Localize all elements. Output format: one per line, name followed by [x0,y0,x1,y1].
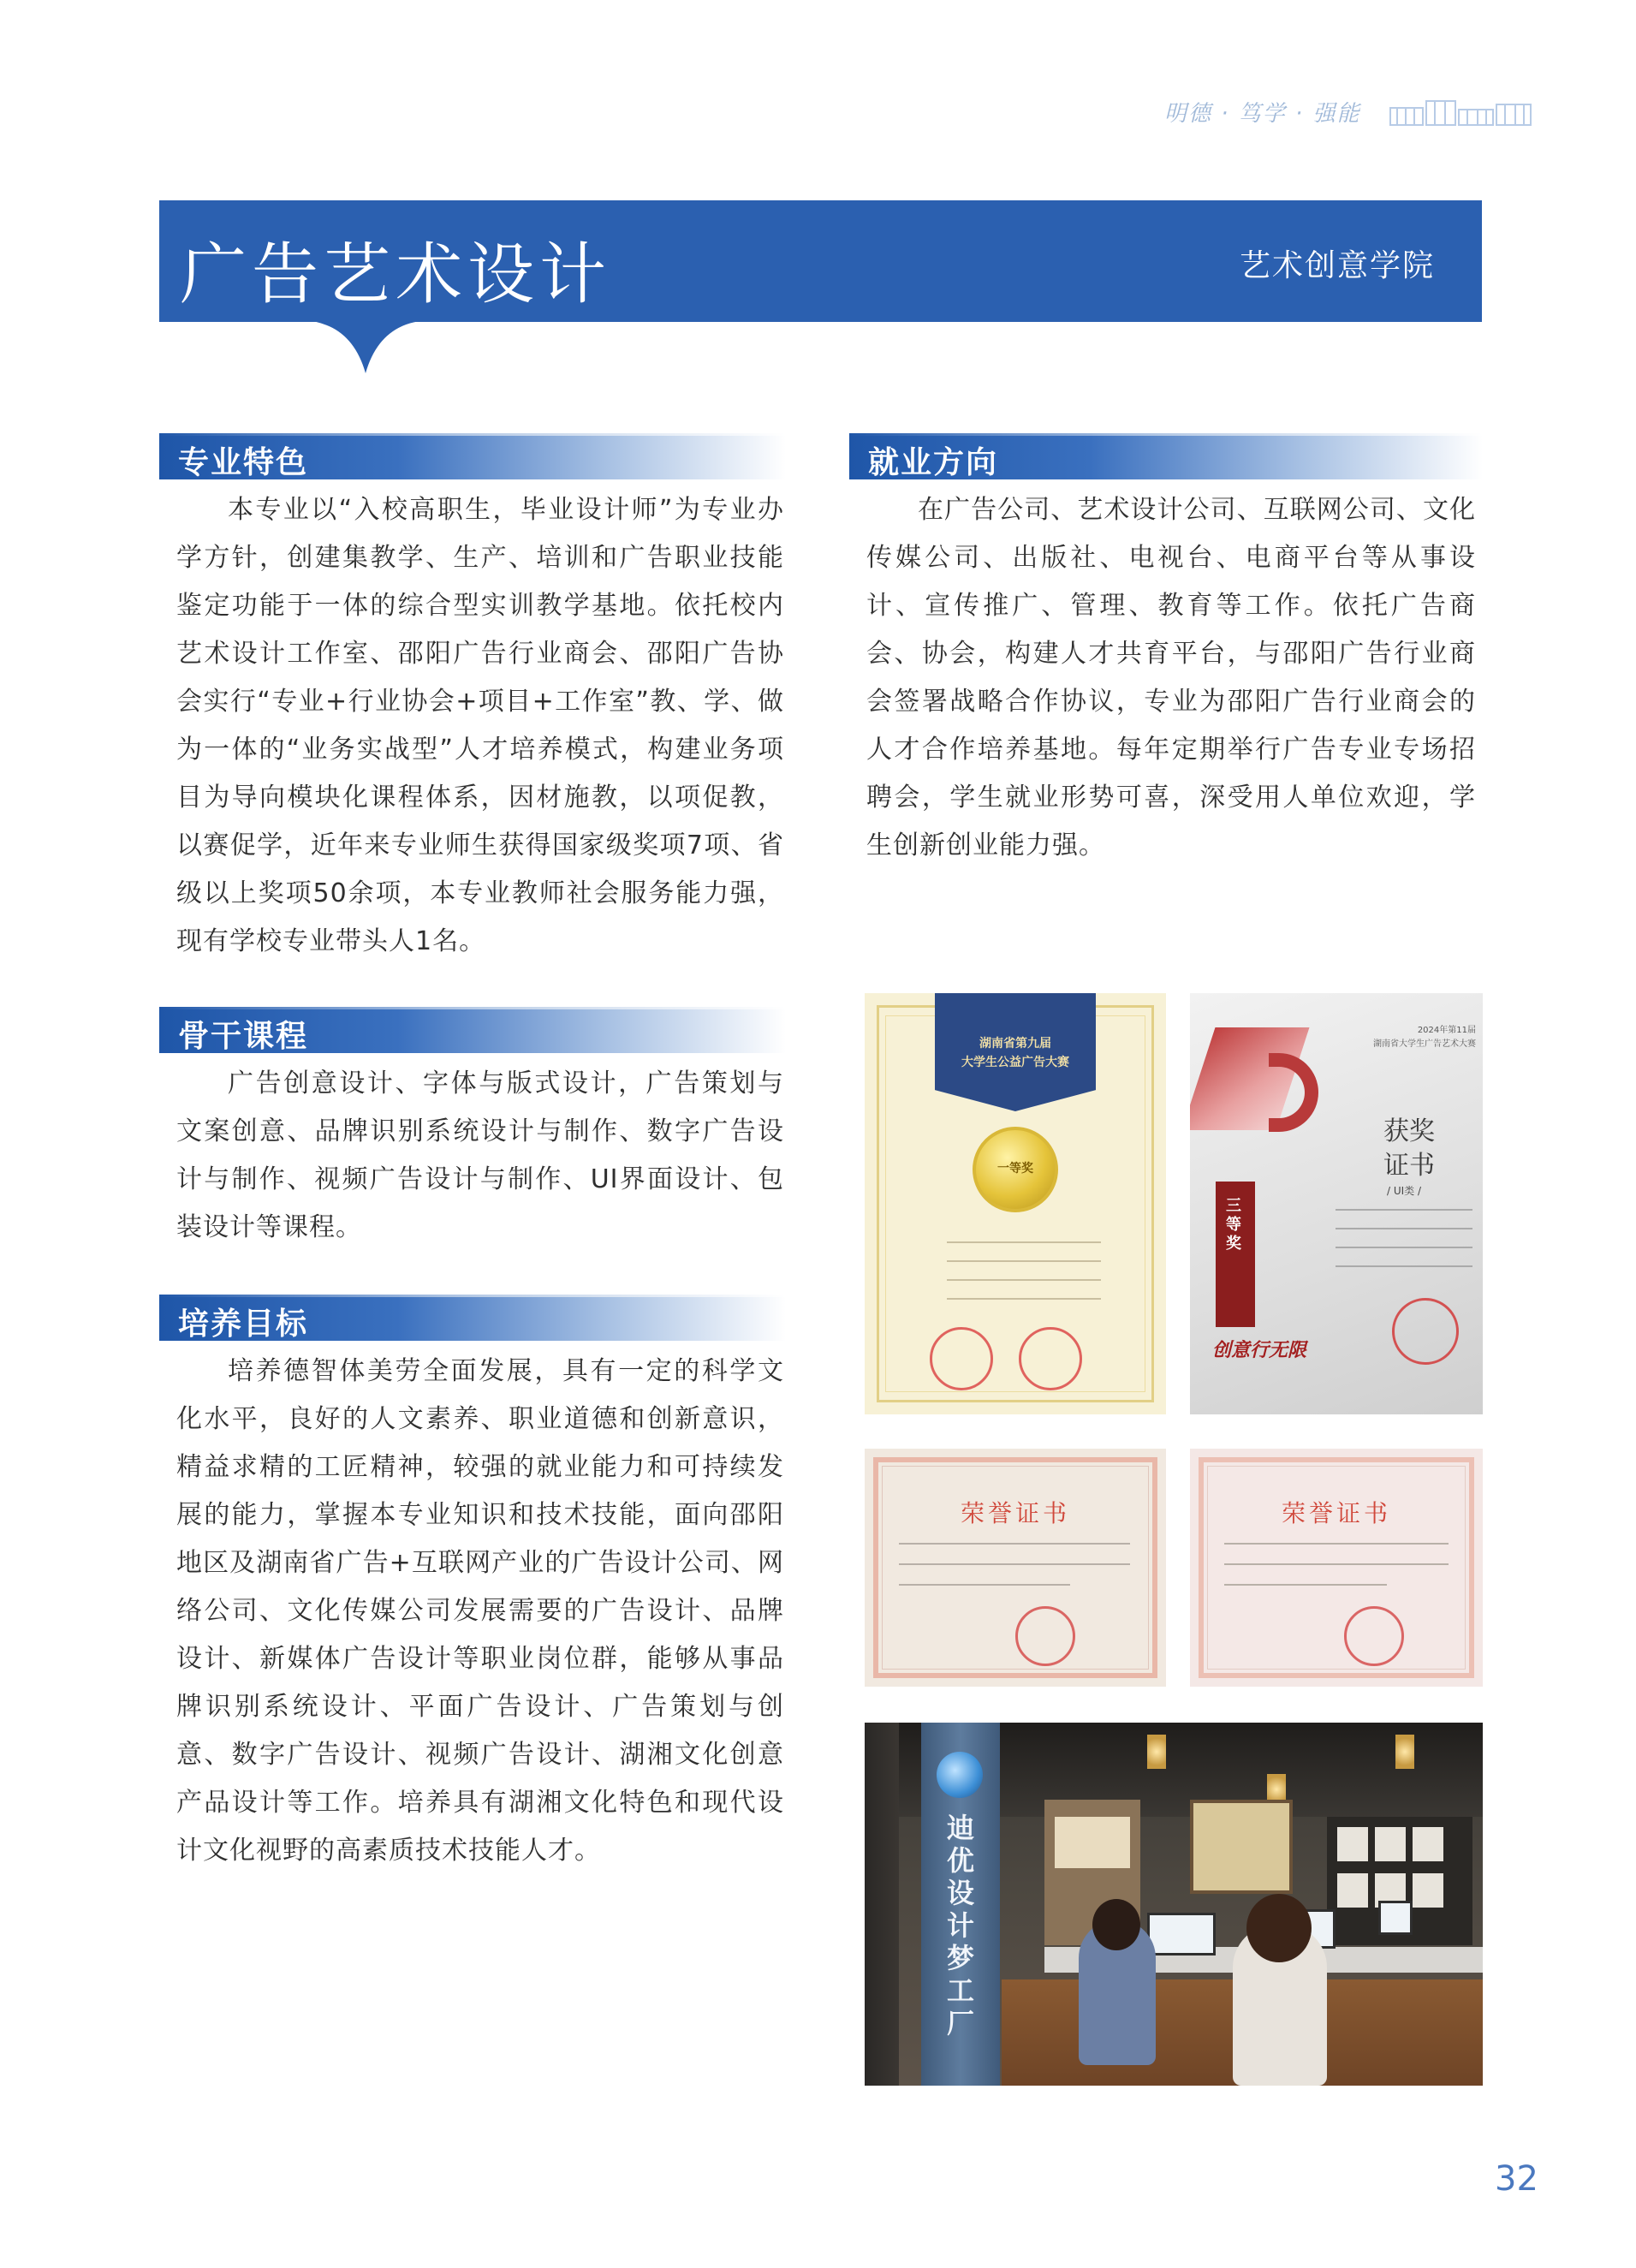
courses-paragraph: 广告创意设计、字体与版式设计，广告策划与文案创意、品牌识别系统设计与制作、数字广告设计与制作、视频广告设计与制作、UI界面设计、包装设计等课程。 [176,1069,784,1242]
certificate-photo-3 [865,1449,1166,1687]
red-seal-icon [1392,1298,1459,1365]
section-heading: 骨干课程 [178,1019,309,1054]
cert2-title1: 获奖 [1383,1116,1435,1146]
cert1-line2: 大学生公益广告大赛 [961,1056,1069,1069]
red-seal-icon [1015,1606,1075,1666]
cert3-title: 荣誉证书 [960,1499,1070,1527]
goals-paragraph: 培养德智体美劳全面发展，具有一定的科学文化水平，良好的人文素养、职业道德和创新意识，精益求精的工匠精神，较强的就业能力和可持续发展的能力，掌握本专业知识和技术技能，面向邵阳地区及湖南省广告+互联网产业的广告设计公司、网络公司、文化传媒公司发展需要的广告设计、品牌设计、新媒体广告设计等职业岗位群，能够从事品牌识别系统设计、平面广告设计、广告策划与创意、数字广告设计、视频广告设计、湖湘文化创意产品设计等工作。培养具有湖湘文化特色和现代设计文化视野的高素质技术技能人才。 [176,1356,784,1866]
red-seal-icon [1019,1327,1082,1390]
studio-sign: 迪优设计梦工厂 [947,1812,975,2039]
studio-logo-icon [937,1752,983,1798]
section-heading: 专业特色 [178,445,309,480]
cert2-category: / UI类 / [1387,1185,1422,1197]
section-heading: 培养目标 [178,1307,309,1342]
certificate-photo-4 [1190,1449,1483,1687]
features-paragraph: 本专业以“入校高职生，毕业设计师”为专业办学方针，创建集教学、生产、培训和广告职业技能鉴定功能于一体的综合型实训教学基地。依托校内艺术设计工作室、邵阳广告行业商会、邵阳广告协会实行“专业+行业协会+项目+工作室”教、学、做为一体的“业务实战型”人才培养模式，构建业务项目为导向模块化课程体系，因材施教，以项促教，以赛促学，近年来专业师生获得国家级奖项7项、省级以上奖项50余项，本专业教师社会服务能力强，现有学校专业带头人1名。 [176,495,784,956]
red-seal-icon [930,1327,993,1390]
college-name: 艺术创意学院 [1240,248,1436,283]
page-title: 广告艺术设计 [180,236,612,313]
cert4-title: 荣誉证书 [1281,1499,1391,1527]
section-header-employment [849,433,1483,479]
cert2-brand: 创意行无限 [1212,1340,1307,1361]
employment-paragraph: 在广告公司、艺术设计公司、互联网公司、文化传媒公司、出版社、电视台、电商平台等从事设计、宣传推广、管理、教育等工作。依托广告商会、协会，构建人才共育平台，与邵阳广告行业商会签署战略合作协议，专业为邵阳广告行业商会的人才合作培养基地。每年定期举行广告专业专场招聘会，学生就业形势可喜，深受用人单位欢迎，学生创新创业能力强。 [866,495,1476,860]
cert2-year: 2024年第11届 [1417,1026,1476,1035]
campus-building-icon [1389,98,1534,127]
cert2-org: 湖南省大学生广告艺术大赛 [1373,1039,1476,1049]
certificate-photo-2 [1190,993,1483,1414]
section-header-courses [159,1007,786,1053]
certificate-photo-1 [865,993,1166,1414]
cert2-prize: 三等奖 [1226,1197,1241,1253]
page-number: 32 [1495,2159,1538,2199]
studio-photo [865,1723,1483,2086]
banner-pointer [301,320,430,373]
section-header-goals [159,1295,786,1341]
red-seal-icon [1344,1606,1404,1666]
section-header-features [159,433,786,479]
cert1-medal-label: 一等奖 [997,1162,1033,1176]
cert1-line1: 湖南省第九届 [979,1037,1051,1051]
cert2-title2: 证书 [1383,1151,1435,1181]
section-heading: 就业方向 [868,445,999,480]
header-motto: 明德 · 笃学 · 强能 [1164,101,1361,127]
